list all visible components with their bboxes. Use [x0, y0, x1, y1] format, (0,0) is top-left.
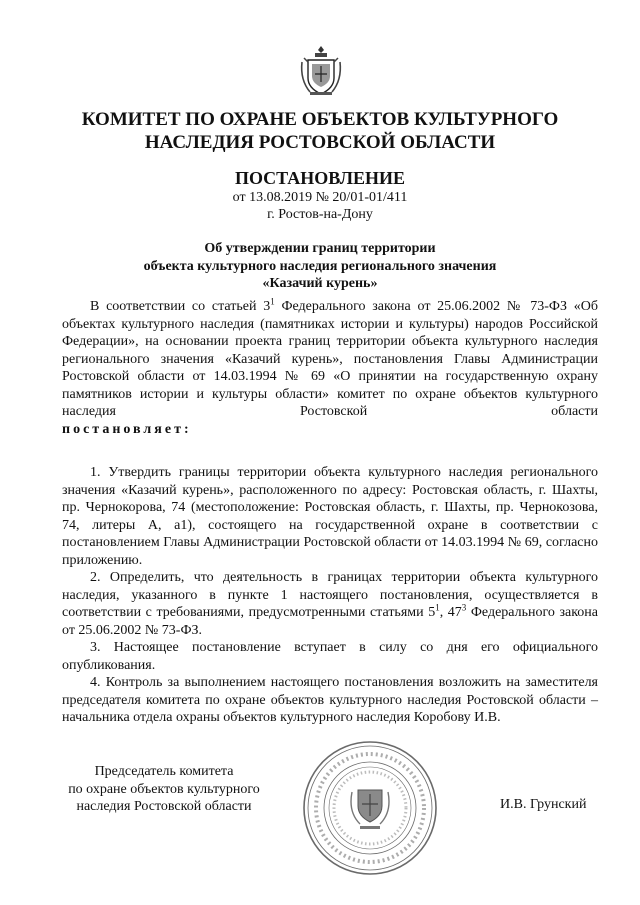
signatory-title	[44, 763, 284, 816]
decree-items	[62, 464, 598, 727]
document-place: г. Ростов-на-Дону	[267, 207, 373, 222]
subject-line-2: объекта культурного наследия регионального значения	[143, 258, 497, 274]
document-number-date: от 13.08.2019 № 20/01-01/411	[232, 190, 408, 205]
item-2: 2. Определить, что деятельность в границах территории объекта культурного наследия, указанного в пункте 1 настоящего постановления, осуществляется в соответствии с требованиями, предусмотренными статьями $5^1$, $47^3$ Федерального закона от 25.06.2002 № 73-ФЗ.	[62, 570, 599, 638]
subject-line-3: «Казачий курень»	[262, 276, 378, 291]
subject-line-1: Об утверждении границ территории	[204, 241, 436, 256]
issuing-organization	[0, 108, 640, 154]
document-type: ПОСТАНОВЛЕНИЕ	[234, 168, 406, 188]
coat-of-arms-emblem	[298, 44, 344, 98]
item-4: 4. Контроль за выполнением настоящего постановления возложить на заместителя председателя комитета по охране объектов культурного наследия Ростовской области – начальника отдела охраны объектов культурного наследия Коробову И.В.	[62, 675, 598, 725]
official-seal	[300, 738, 440, 878]
org-line-2: НАСЛЕДИЯ РОСТОВСКОЙ ОБЛАСТИ	[144, 132, 496, 153]
signatory-name: И.В. Грунский	[500, 797, 587, 812]
preamble	[62, 298, 598, 438]
item-1: 1. Утвердить границы территории объекта культурного наследия регионального значения «Казачий курень», расположенного по адресу: Ростовская область, г. Шахты, пр. Чернокорова, 74 (местоположение: Ростовская область, г. Шахты, пр. Чернокозова, 74, литеры А, а1), состоящего на государственной охране в соответствии с постановлением Главы Администрации Ростовской области от 14.03.1994 № 69, согласно приложению.	[62, 465, 598, 568]
item-3: 3. Настоящее постановление вступает в силу со дня его официального опубликования.	[62, 640, 598, 673]
org-line-1: КОМИТЕТ ПО ОХРАНЕ ОБЪЕКТОВ КУЛЬТУРНОГО	[81, 109, 559, 130]
document-subject	[0, 240, 640, 293]
preamble-text: В соответствии со статьей $3^1$ Федерального закона от 25.06.2002 № 73-ФЗ «Об объектах культурного наследия (памятниках истории и культуры) народов Российской Федерации», на основании проекта границ территории объекта культурного наследия регионального значения «Казачий курень», постановления Главы Администрации Ростовской области от 14.03.1994 № 69 «О принятии на государственную охрану памятников истории и культуры области» комитет по охране объектов культурного наследия Ростовской области	[62, 296, 598, 419]
decree-word: постановляет:	[62, 421, 192, 437]
signatory-title-line-3: наследия Ростовской области	[76, 799, 252, 814]
signatory-title-line-2: по охране объектов культурного	[68, 781, 260, 797]
signatory-title-line-1: Председатель комитета	[94, 764, 234, 779]
